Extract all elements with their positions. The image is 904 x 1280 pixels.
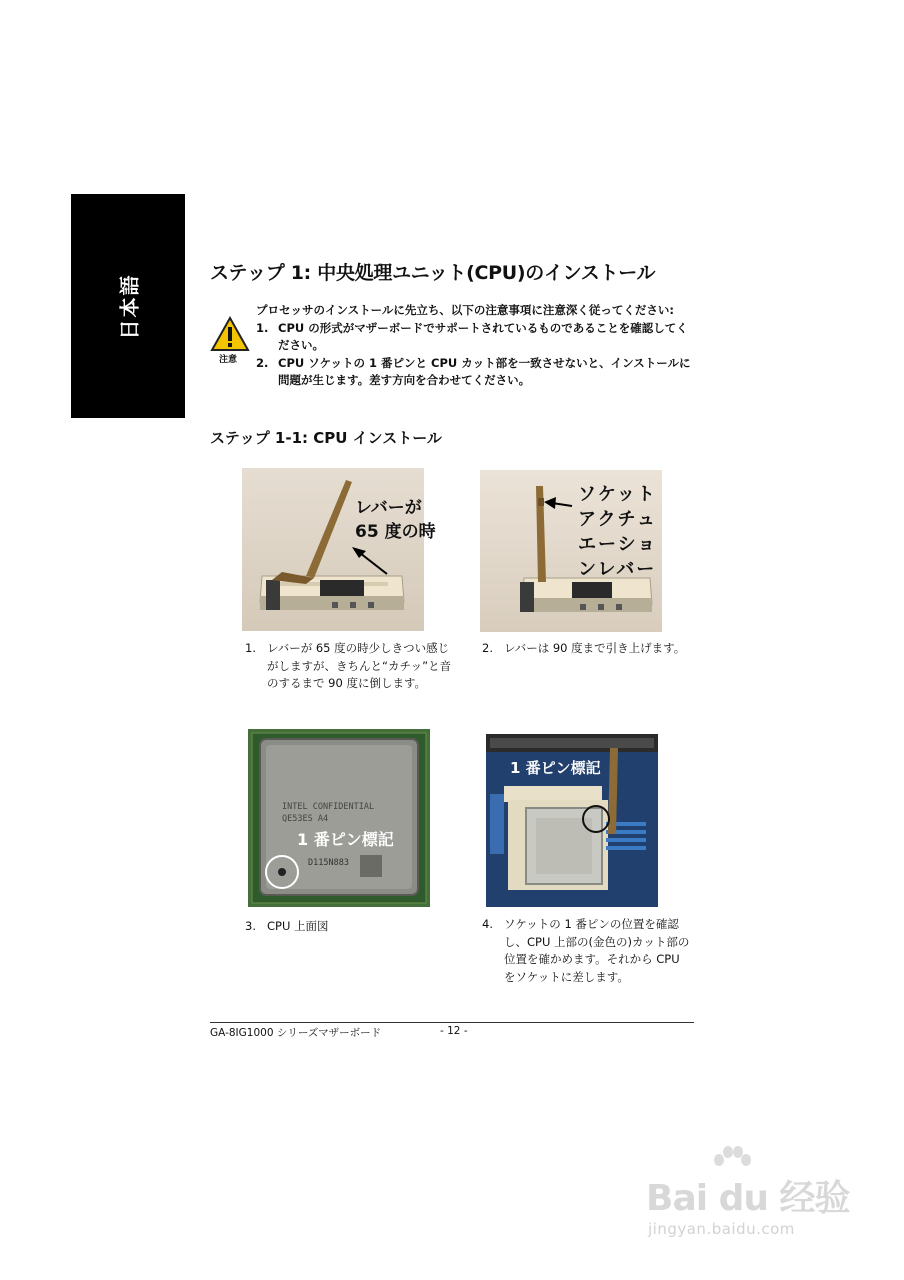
footer-model: GA-8IG1000 シリーズマザーボード	[210, 1027, 382, 1039]
photo-lever-65-label: レバーが 65 度の時	[355, 498, 436, 542]
chip-marking: INTEL CONFIDENTIAL	[282, 802, 375, 812]
warning-intro: プロセッサのインストールに先立ち、以下の注意事項に注意深く従ってください:	[256, 303, 675, 317]
watermark-url: jingyan.baidu.com	[648, 1220, 795, 1238]
caption-step-4: 4. ソケットの 1 番ピンの位置を確認し、CPU 上部の(金色の)カット部の位置を確かめます。それから CPU をソケットに差します。	[482, 917, 690, 984]
warning-item: 2. CPU ソケットの 1 番ピンと CPU カット部を一致させないと、インストールに問題が生じます。差す方向を合わせてください。	[256, 355, 691, 387]
section-heading: ステップ 1: 中央処理ユニット(CPU)のインストール	[210, 262, 656, 284]
photo-lever-90-label: ソケット アクチュ エーショ ンレバー	[578, 484, 658, 580]
caption-step-3: 3. CPU 上面図	[245, 919, 329, 933]
warning-item: 1. CPU の形式がマザーボードでサポートされているものであることを確認してください。	[256, 320, 688, 352]
caption-step-1: 1. レバーが 65 度の時少しきつい感じがしますが、きちんと“カチッ”と音のするまで 90 度に倒します。	[245, 641, 452, 690]
step-subheading: ステップ 1-1: CPU インストール	[210, 429, 442, 447]
paw-icon	[711, 1146, 751, 1180]
chip-marking: D115N883	[308, 858, 349, 868]
watermark-brand: Bai du 经验	[646, 1178, 850, 1219]
language-tab	[71, 194, 185, 418]
warning-notes	[256, 302, 694, 390]
caption-step-2: 2. レバーは 90 度まで引き上げます。	[482, 641, 686, 655]
photo-cpu-top-view	[248, 729, 430, 907]
photo-lever-65	[242, 468, 424, 631]
chip-marking: QE53ES A4	[282, 814, 329, 824]
pin1-marker-label: 1 番ピン標記	[510, 759, 601, 777]
page-number: - 12 -	[440, 1025, 468, 1037]
language-tab-label: 日本語	[117, 273, 142, 339]
pin1-marker-label: 1 番ピン標記	[297, 830, 394, 849]
warning-icon	[210, 316, 250, 352]
footer-rule	[210, 1022, 694, 1023]
baidu-watermark	[640, 1148, 860, 1248]
warning-label: 注意	[219, 355, 238, 365]
